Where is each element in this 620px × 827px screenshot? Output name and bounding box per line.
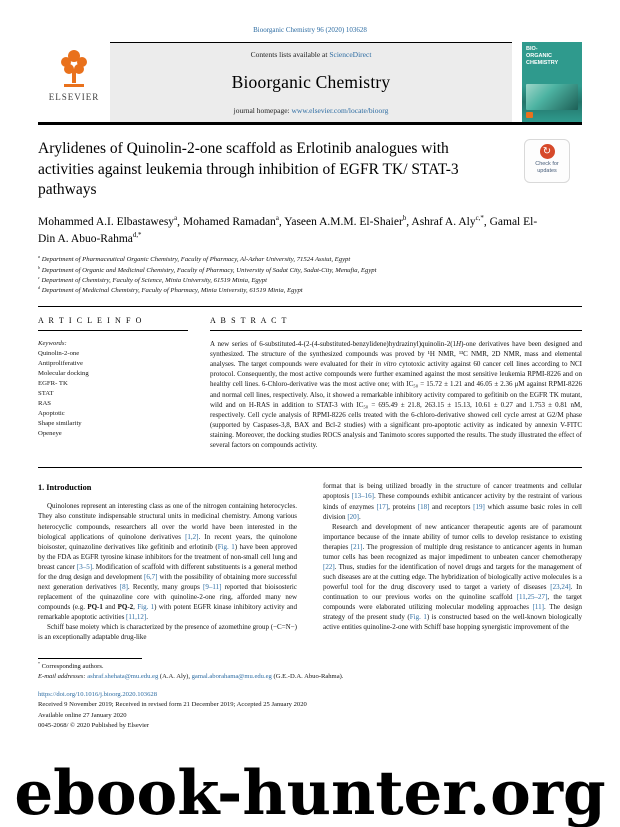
keyword-item: STAT — [38, 390, 54, 398]
info-abstract-section — [38, 307, 582, 459]
body-paragraph: Quinolones represent an interesting class as one of the nitrogen containing heterocycles. They also constitute indispensable structural units in medicinal chemistry. Among various heterocyclic compounds, researchers all over the world have been interested in the biological applications of quinolone derivatives [1,2]. In recent years, the quinolone bioisoster, quinazoline derivatives like gefitinib and erlotinib (Fig. 1) have been approved by the FDA as EGFR tyrosine kinase inhibitors for the treatment of non-small cell lung and breast cancer [3–5]. Modification of scaffold with different substituents is a general method for the drug design and development [6,7] with the possibility of obtaining more successful next generation derivatives [8]. Recently, many groups [9–11] reported that bioisosteric replacement of the quinazoline core with quinoline-2-one ring, afforded many new compounds (e.g. PQ-1 and PQ-2, Fig. 1) with potent EGFR kinase inhibitory activity and remarkable apoptotic activities [11,12]. — [38, 502, 298, 622]
abstract-text: A new series of 6-substituted-4-(2-(4-substituted-benzylidene)hydrazinyl)quinolin-2(1H)-one derivatives have been designed and synthesized. The structure of the synthesized compounds was proved by ¹H NMR, ¹³C NMR, 2D NMR, mass and elemental analyses. The target compounds were evaluated for their in vitro cytotoxic activity against 60 cancer cell lines according to NCI protocol. Consequently, the most active compounds were further examined against the most sensitive leukemia RPMI-8226 and on healthy cell lines. 6-Chloro-derivative was the most active one; with IC₅₀ = 15.72 ± 1.21 and 46.05 ± 2.36 μM against RPMI-8226 and normal cell lines, respectively. Also, it showed a remarkable inhibitory activity compared to gefitinib on the EGFR TK mutant, wild and on H-RAS in addition to STAT-3 with IC₅₀ = 695.49 ± 21.8, 263.15 ± 15.13, 10.61 ± 0.27 and 1.753 ± 0.81 nM, respectively. Cell cycle analysis of RPMI-8226 cells treated with the 6-chloro-derivative showed cell cycle arrest at G2/M phase (supported by Caspases-3,8, BAX and Bcl-2 studies) with a significant pro-apoptotic activity as indicated by annexin V-FITC staining. Moreover, the docking studies ROCS analysis and Tanimoto scores supported the results. The study illustrated the effect of several factors on compounds activity. — [210, 339, 582, 450]
keyword-item: Molecular docking — [38, 369, 89, 377]
inline-link[interactable]: [22] — [323, 563, 335, 571]
keyword-item: RAS — [38, 400, 52, 408]
inline-link[interactable]: [19] — [473, 502, 485, 511]
email-addresses-line: E-mail addresses: ashraf.shehata@mu.edu.eg (A.A. Aly), gamal.aborahama@mu.edu.eg (G.E.-D.A. Abuo-Rahma). — [38, 673, 344, 681]
inline-link[interactable]: [17] — [376, 502, 389, 511]
section-heading-introduction: 1. Introduction — [38, 483, 92, 493]
sciencedirect-link[interactable]: ScienceDirect — [329, 50, 372, 59]
email-link-aly[interactable]: ashraf.shehata@mu.edu.eg — [87, 673, 159, 681]
inline-link[interactable]: Fig. 1 — [217, 542, 235, 551]
body-paragraph: Research and development of new anticancer therapeutic agents are of paramount importance because of the innate ability of tumor cells to develop resistance to existing therapies [21]. The progression of multiple drug resistance to anticancer agents in human tumor cells has been recognized as major impediment to unbeaten cancer chemotherapy [22]. Thus, studies for the identification of novel drugs and targets for the management of such diseases are at the cutting edge. The hybridization of biologically active molecules is a powerful tool for the drug discovery used to target a variety of diseases [23,24]. In continuation to our previous works on the quinoline scaffold [11,25–27], the target compounds were elaborated utilizing molecular modeling approaches [11]. The design strategy of the present study (Fig. 1) is constructed based on the well-known biologically active entities quinoline-2-one with Schiff base hopping synergistic improvement of the — [323, 522, 582, 632]
publication-info — [38, 690, 582, 731]
footnote-block — [38, 658, 582, 682]
cover-title-line: ORGANIC — [526, 53, 552, 60]
elsevier-tree-icon — [57, 47, 91, 91]
abstract-column — [210, 316, 582, 451]
body-paragraph: format that is being utilized broadly in the structure of cancer treatments and cellular apoptosis [13–16]. These compounds exhibit anticancer activity by the restraint of various kinds of enzymes [17], proteins [18] and receptors [19] which assume basic roles in cell division [20]. — [323, 482, 582, 521]
journal-cover-thumbnail[interactable] — [522, 42, 582, 122]
journal-header — [38, 42, 582, 125]
keyword-item: Quinolin-2-one — [38, 349, 80, 357]
affiliation-list — [38, 255, 582, 297]
abstract-heading: A B S T R A C T — [210, 316, 582, 331]
email-link-abuo-rahma[interactable]: gamal.aborahama@mu.edu.eg — [191, 673, 272, 681]
elsevier-logo[interactable] — [38, 42, 110, 122]
cover-elsevier-mark — [526, 112, 533, 118]
title-row — [38, 139, 582, 201]
footnote-rule — [38, 658, 142, 659]
inline-link[interactable]: [11,12] — [126, 613, 147, 622]
contents-prefix: Contents lists available at — [250, 50, 330, 59]
keyword-item: Antiproliferative — [38, 359, 83, 367]
article-title: Arylidenes of Quinolin-2-one scaffold as Erlotinib analogues with activities against leukemia through inhibition of EGFR TK/ STAT-3 pathways — [38, 140, 459, 199]
journal-header-center — [110, 42, 512, 122]
inline-link[interactable]: Fig. 1 — [137, 603, 155, 612]
inline-link[interactable]: [9–11] — [203, 583, 222, 591]
affiliation-line: $^d$ Department of Medicinal Chemistry, Faculty of Pharmacy, Minia University, 61519 Minia, Egypt — [38, 285, 303, 295]
journal-title: Bioorganic Chemistry — [231, 72, 391, 92]
cover-title-line: CHEMISTRY — [526, 60, 559, 67]
keyword-item: EGFR- TK — [38, 380, 68, 388]
journal-homepage-link[interactable]: www.elsevier.com/locate/bioorg — [291, 106, 389, 115]
ebook-hunter-watermark: ebook-hunter.org — [14, 758, 606, 827]
inline-link[interactable]: [20] — [347, 512, 359, 521]
body-paragraph: Schiff base moiety which is characterized by the presence of azomethine group (−C=N−) is an exceptionally adaptable drug-like — [38, 623, 297, 642]
inline-link[interactable]: [1,2] — [185, 532, 199, 541]
inline-link[interactable]: [6,7] — [144, 572, 158, 581]
received-dates: Received 9 November 2019; Received in revised form 21 December 2019; Accepted 25 January 2020 — [38, 701, 307, 709]
article-info-heading: A R T I C L E I N F O — [38, 316, 188, 331]
affiliation-line: $^b$ Department of Organic and Medicinal Chemistry, Faculty of Pharmacy, University of Sadat City, Sadat-City, Menufia, Egypt — [38, 264, 377, 274]
elsevier-wordmark: ELSEVIER — [48, 92, 100, 102]
keywords-label: Keywords: — [38, 339, 67, 347]
body-right-column — [323, 481, 582, 642]
inline-link[interactable]: [13–16] — [351, 492, 374, 501]
inline-link[interactable]: [18] — [417, 502, 430, 511]
journal-citation-link[interactable]: Bioorganic Chemistry 96 (2020) 103628 — [253, 26, 367, 34]
affiliation-line: $^a$ Department of Pharmaceutical Organic Chemistry, Faculty of Pharmacy, Al-Azhar University, 71524 Assiut, Egypt — [38, 254, 351, 264]
available-online: Available online 27 January 2020 — [38, 711, 127, 719]
author-list: Mohammed A.I. Elbastawesy$^a$, Mohamed Ramadan$^a$, Yaseen A.M.M. El-Shaier$^b$, Ashraf A. Aly$^{c,*}$, Gamal El-Din A. Abuo-Rahma$^{d,*}$ — [38, 215, 538, 246]
issn-copyright: 0045-2068/ © 2020 Published by Elsevier — [38, 721, 150, 729]
body-left-column — [38, 481, 297, 642]
cover-art — [526, 84, 578, 110]
keyword-item: Apoptotic — [38, 410, 65, 418]
inline-link[interactable]: [8] — [119, 583, 128, 591]
homepage-prefix: journal homepage: — [233, 106, 292, 115]
inline-link[interactable]: [23,24] — [550, 583, 571, 592]
doi-link[interactable]: https://doi.org/10.1016/j.bioorg.2020.103628 — [38, 691, 157, 699]
check-for-updates-badge[interactable] — [524, 139, 570, 183]
homepage-line — [114, 106, 508, 115]
corresponding-authors-note: * Corresponding authors. — [38, 661, 104, 671]
article-info-column — [38, 316, 188, 451]
check-for-updates-label: Check for updates — [535, 161, 559, 175]
affiliation-line: $^c$ Department of Chemistry, Faculty of Science, Minia University, 61519 Minia, Egypt — [38, 274, 267, 285]
body-text — [38, 468, 582, 642]
inline-link[interactable]: [11,25–27] — [516, 593, 548, 602]
contents-line — [114, 50, 508, 59]
inline-link[interactable]: [3–5] — [76, 562, 93, 571]
inline-link[interactable]: Fig. 1 — [409, 613, 427, 622]
cover-title-line: BIO- — [526, 46, 538, 52]
inline-link[interactable]: [21] — [350, 542, 363, 551]
keyword-item: Openeye — [38, 430, 62, 438]
inline-link[interactable]: [11] — [532, 603, 544, 612]
keyword-item: Shape similarity — [38, 420, 82, 428]
crossmark-icon: ↻ — [540, 144, 555, 159]
